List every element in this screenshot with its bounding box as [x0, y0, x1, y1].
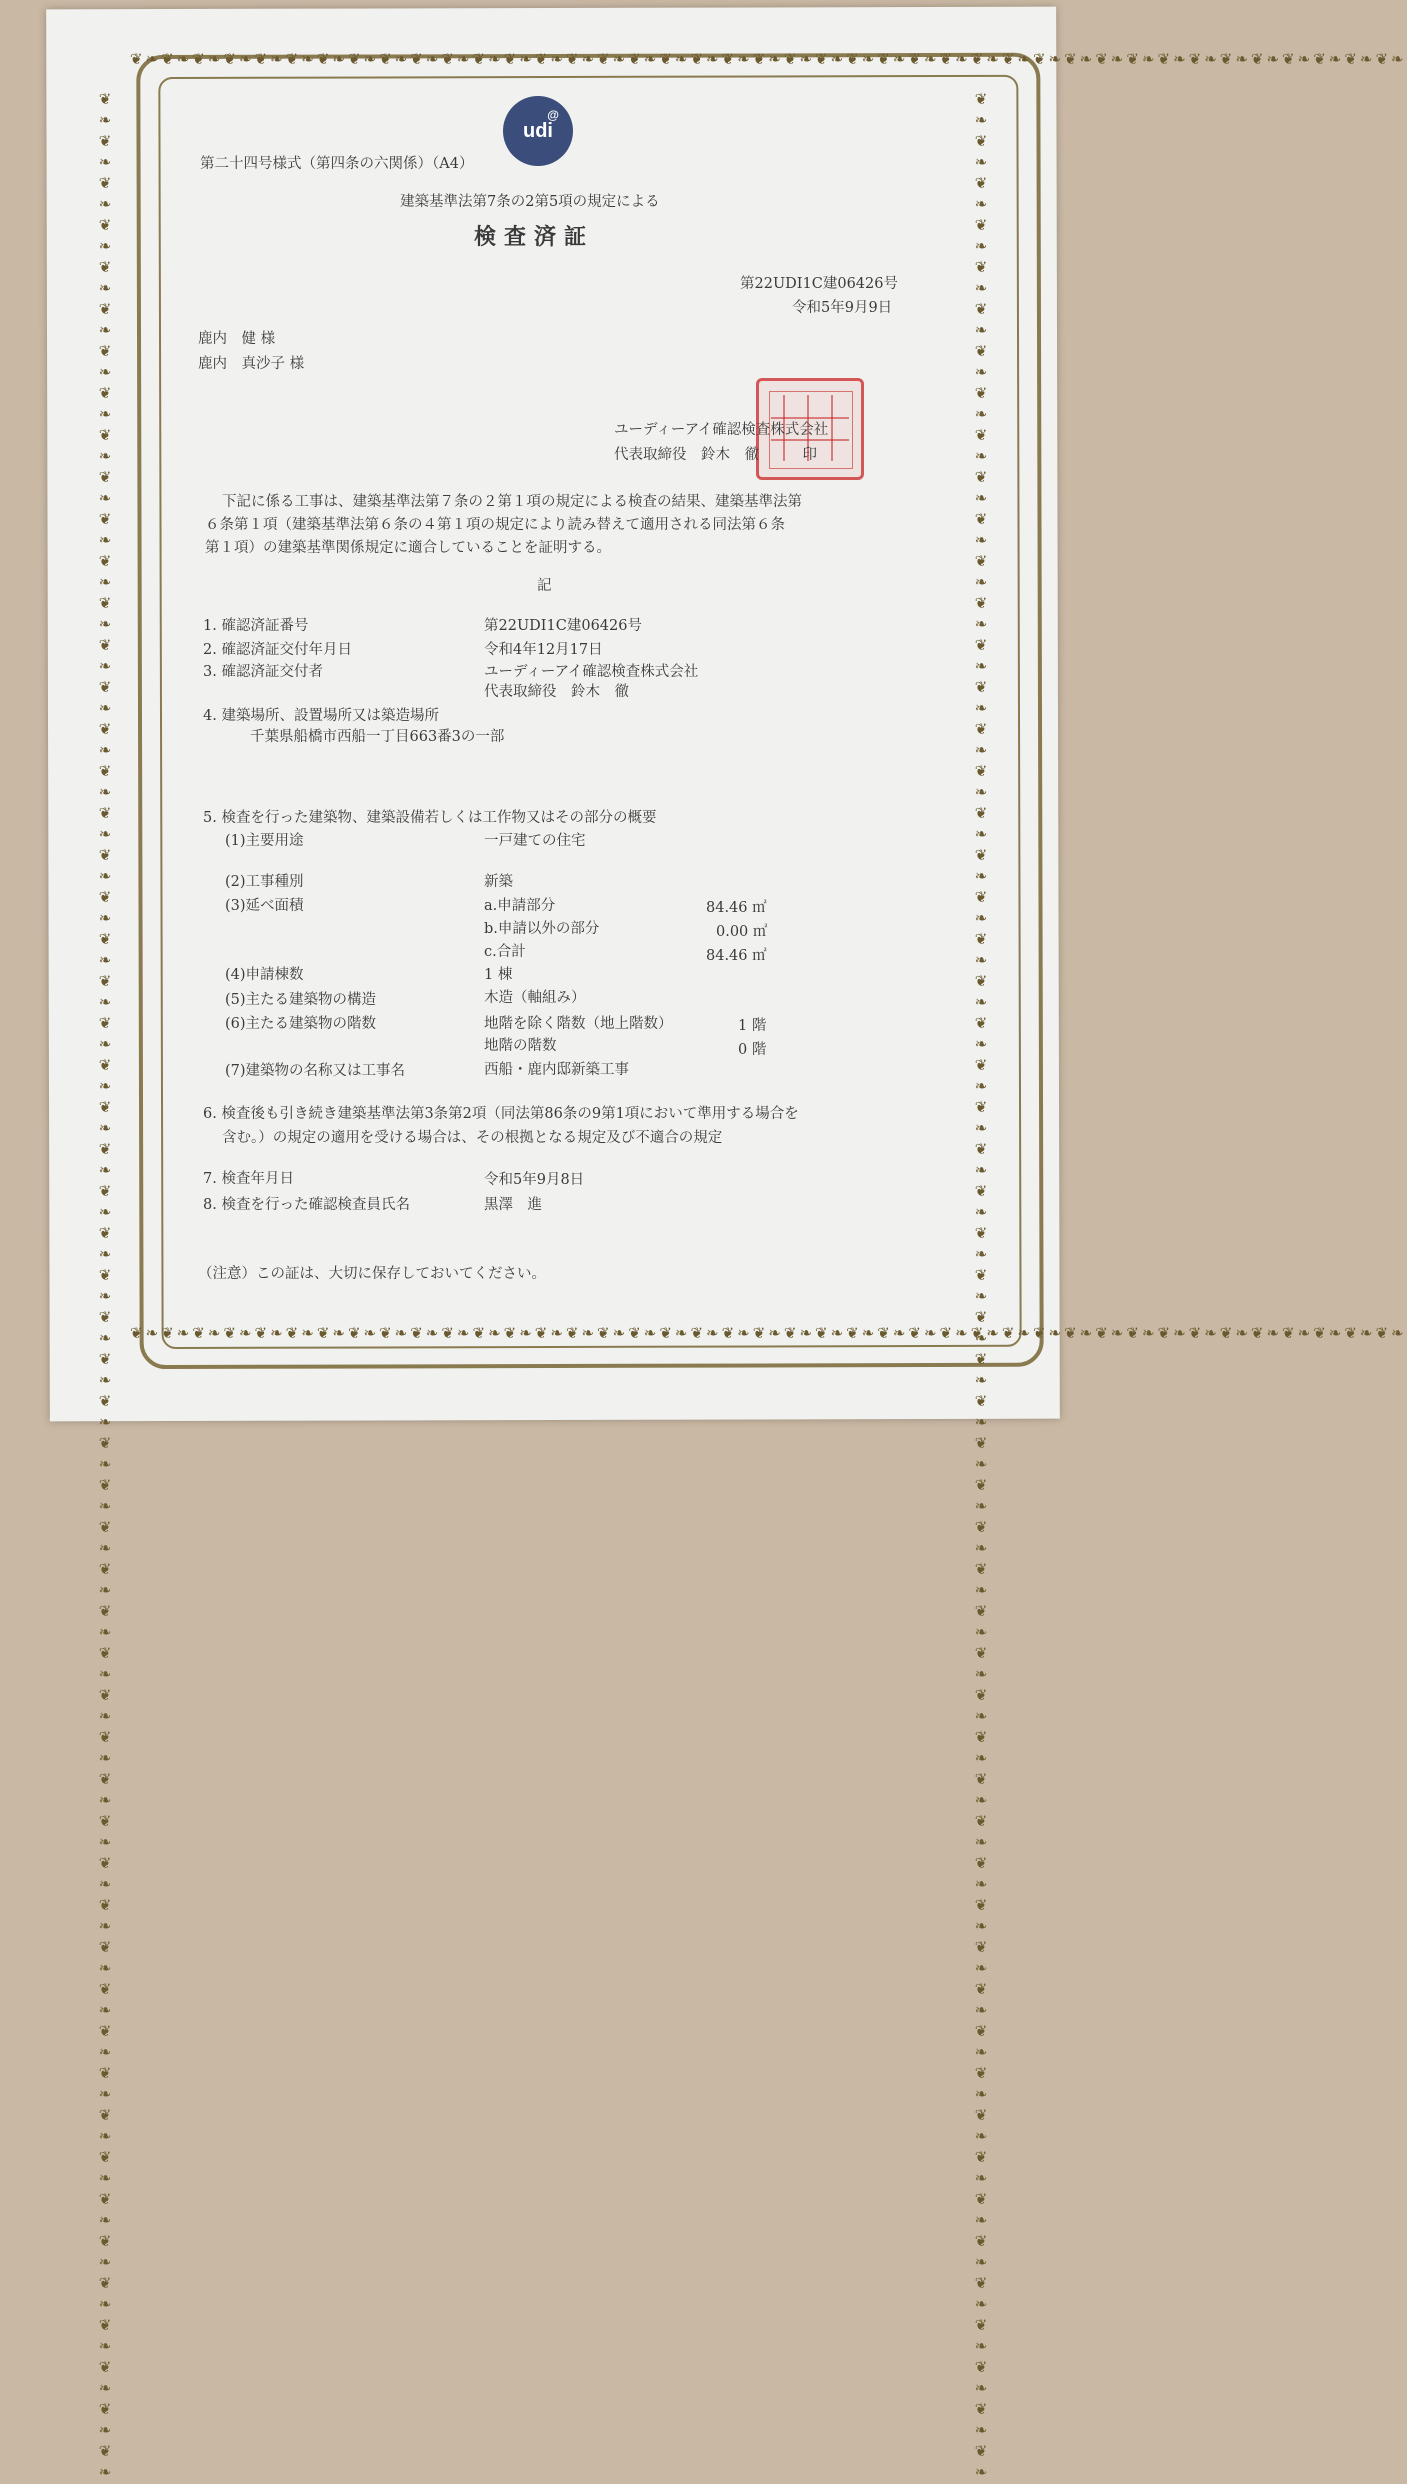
item5-label: 5. 検査を行った建築物、建築設備若しくは工作物又はその部分の概要: [203, 810, 657, 826]
sub5-value: 木造（軸組み）: [484, 990, 586, 1006]
body-line-2: ６条第１項（建築基準法第６条の４第１項の規定により読み替えて適用される同法第６条: [205, 517, 785, 533]
item3-value: ユーディーアイ確認検査株式会社: [484, 664, 699, 680]
sub7-value: 西船・鹿内邸新築工事: [484, 1062, 629, 1078]
ki-heading: 記: [537, 578, 552, 594]
body-line-3: 第１項）の建築基準関係規定に適合していることを証明する。: [205, 540, 611, 556]
logo-text: udi: [523, 119, 553, 142]
body-line-1: 下記に係る工事は、建築基準法第７条の２第１項の規定による検査の結果、建築基準法第: [222, 494, 802, 510]
sub4-label: (4)申請棟数: [225, 967, 304, 983]
item6-line-1: 6. 検査後も引き続き建築基準法第3条第2項（同法第86条の9第1項において準用する場合を: [203, 1106, 799, 1122]
item3-label: 3. 確認済証交付者: [203, 664, 323, 680]
item4-value: 千葉県船橋市西船一丁目663番3の一部: [250, 729, 505, 745]
sub1-label: (1)主要用途: [225, 833, 304, 849]
document-title: 検査済証: [474, 224, 595, 250]
item7-label: 7. 検査年月日: [203, 1171, 294, 1187]
sub6a-value: 1 階: [738, 1018, 767, 1034]
item8-label: 8. 検査を行った確認検査員氏名: [203, 1197, 410, 1213]
sub3b-label: b.申請以外の部分: [484, 921, 600, 937]
vine-ornament-bottom: ❦❧❦❧❦❧❦❧❦❧❦❧❦❧❦❧❦❧❦❧❦❧❦❧❦❧❦❧❦❧❦❧❦❧❦❧❦❧❦❧❦❧❦❧❦❧❦❧❦❧❦❧❦❧❦❧❦❧❦❧❦❧❦❧❦❧❦❧❦❧❦❧❦❧❦❧❦❧❦❧❦❧: [130, 1324, 1407, 1342]
item1-label: 1. 確認済証番号: [203, 618, 309, 634]
vine-ornament-top: ❦❧❦❧❦❧❦❧❦❧❦❧❦❧❦❧❦❧❦❧❦❧❦❧❦❧❦❧❦❧❦❧❦❧❦❧❦❧❦❧❦❧❦❧❦❧❦❧❦❧❦❧❦❧❦❧❦❧❦❧❦❧❦❧❦❧❦❧❦❧❦❧❦❧❦❧❦❧❦❧❦❧: [130, 50, 1407, 68]
item2-value: 令和4年12月17日: [484, 642, 603, 658]
sub3-label: (3)延べ面積: [225, 898, 304, 914]
caution-note: （注意）この証は、大切に保存しておいてください。: [198, 1266, 546, 1282]
issuer-company: ユーディーアイ確認検査株式会社: [614, 422, 829, 438]
sub5-label: (5)主たる建築物の構造: [225, 992, 377, 1008]
sub3a-label: a.申請部分: [484, 898, 556, 914]
form-label: 第二十四号様式（第四条の六関係）（A4）: [200, 156, 474, 172]
item8-value: 黒澤 進: [484, 1197, 542, 1213]
sub6b-value: 0 階: [738, 1042, 767, 1058]
item4-label: 4. 建築場所、設置場所又は築造場所: [203, 708, 439, 724]
swirl-icon: @: [547, 108, 559, 122]
recipient-2: 鹿内 真沙子 様: [198, 356, 305, 372]
sub3a-value: 84.46 ㎡: [706, 900, 767, 916]
sub6-label: (6)主たる建築物の階数: [225, 1016, 377, 1032]
sub2-value: 新築: [484, 874, 513, 890]
certificate-number: 第22UDI1C建06426号: [740, 276, 898, 292]
sub3b-value: 0.00 ㎡: [716, 924, 768, 940]
subtitle: 建築基準法第7条の2第5項の規定による: [400, 194, 660, 210]
item7-value: 令和5年9月8日: [484, 1172, 585, 1188]
item1-value: 第22UDI1C建06426号: [484, 618, 642, 634]
issue-date: 令和5年9月9日: [792, 300, 893, 316]
sub2-label: (2)工事種別: [225, 874, 304, 890]
item6-line-2: 含む。）の規定の適用を受ける場合は、その根拠となる規定及び不適合の規定: [222, 1130, 723, 1146]
issuer-representative: 代表取締役 鈴木 徹 印: [614, 447, 817, 463]
sub6b-label: 地階の階数: [484, 1038, 557, 1054]
udi-logo: [503, 96, 573, 166]
item2-label: 2. 確認済証交付年月日: [203, 642, 352, 658]
sub3c-label: c.合計: [484, 944, 526, 960]
recipient-1: 鹿内 健 様: [198, 331, 276, 347]
sub4-value: 1 棟: [484, 967, 513, 983]
sub6a-label: 地階を除く階数（地上階数）: [484, 1016, 673, 1032]
sub1-value: 一戸建ての住宅: [484, 833, 586, 849]
vine-ornament-left: ❦❧❦❧❦❧❦❧❦❧❦❧❦❧❦❧❦❧❦❧❦❧❦❧❦❧❦❧❦❧❦❧❦❧❦❧❦❧❦❧❦❧❦❧❦❧❦❧❦❧❦❧❦❧❦❧❦❧❦❧❦❧❦❧❦❧❦❧❦❧❦❧❦❧❦❧❦❧❦❧❦❧❦❧❦❧❦❧❦❧❦❧❦❧❦❧❦❧❦❧❦❧❦❧❦❧❦❧❦❧❦❧❦❧: [96, 90, 114, 2484]
item3-value-2: 代表取締役 鈴木 徹: [484, 684, 629, 700]
certificate-paper: [46, 7, 1407, 2484]
sub3c-value: 84.46 ㎡: [706, 948, 767, 964]
vine-ornament-right: ❦❧❦❧❦❧❦❧❦❧❦❧❦❧❦❧❦❧❦❧❦❧❦❧❦❧❦❧❦❧❦❧❦❧❦❧❦❧❦❧❦❧❦❧❦❧❦❧❦❧❦❧❦❧❦❧❦❧❦❧❦❧❦❧❦❧❦❧❦❧❦❧❦❧❦❧❦❧❦❧❦❧❦❧❦❧❦❧❦❧❦❧❦❧❦❧❦❧❦❧❦❧❦❧❦❧❦❧❦❧❦❧❦❧: [972, 90, 990, 2484]
sub7-label: (7)建築物の名称又は工事名: [225, 1063, 406, 1079]
